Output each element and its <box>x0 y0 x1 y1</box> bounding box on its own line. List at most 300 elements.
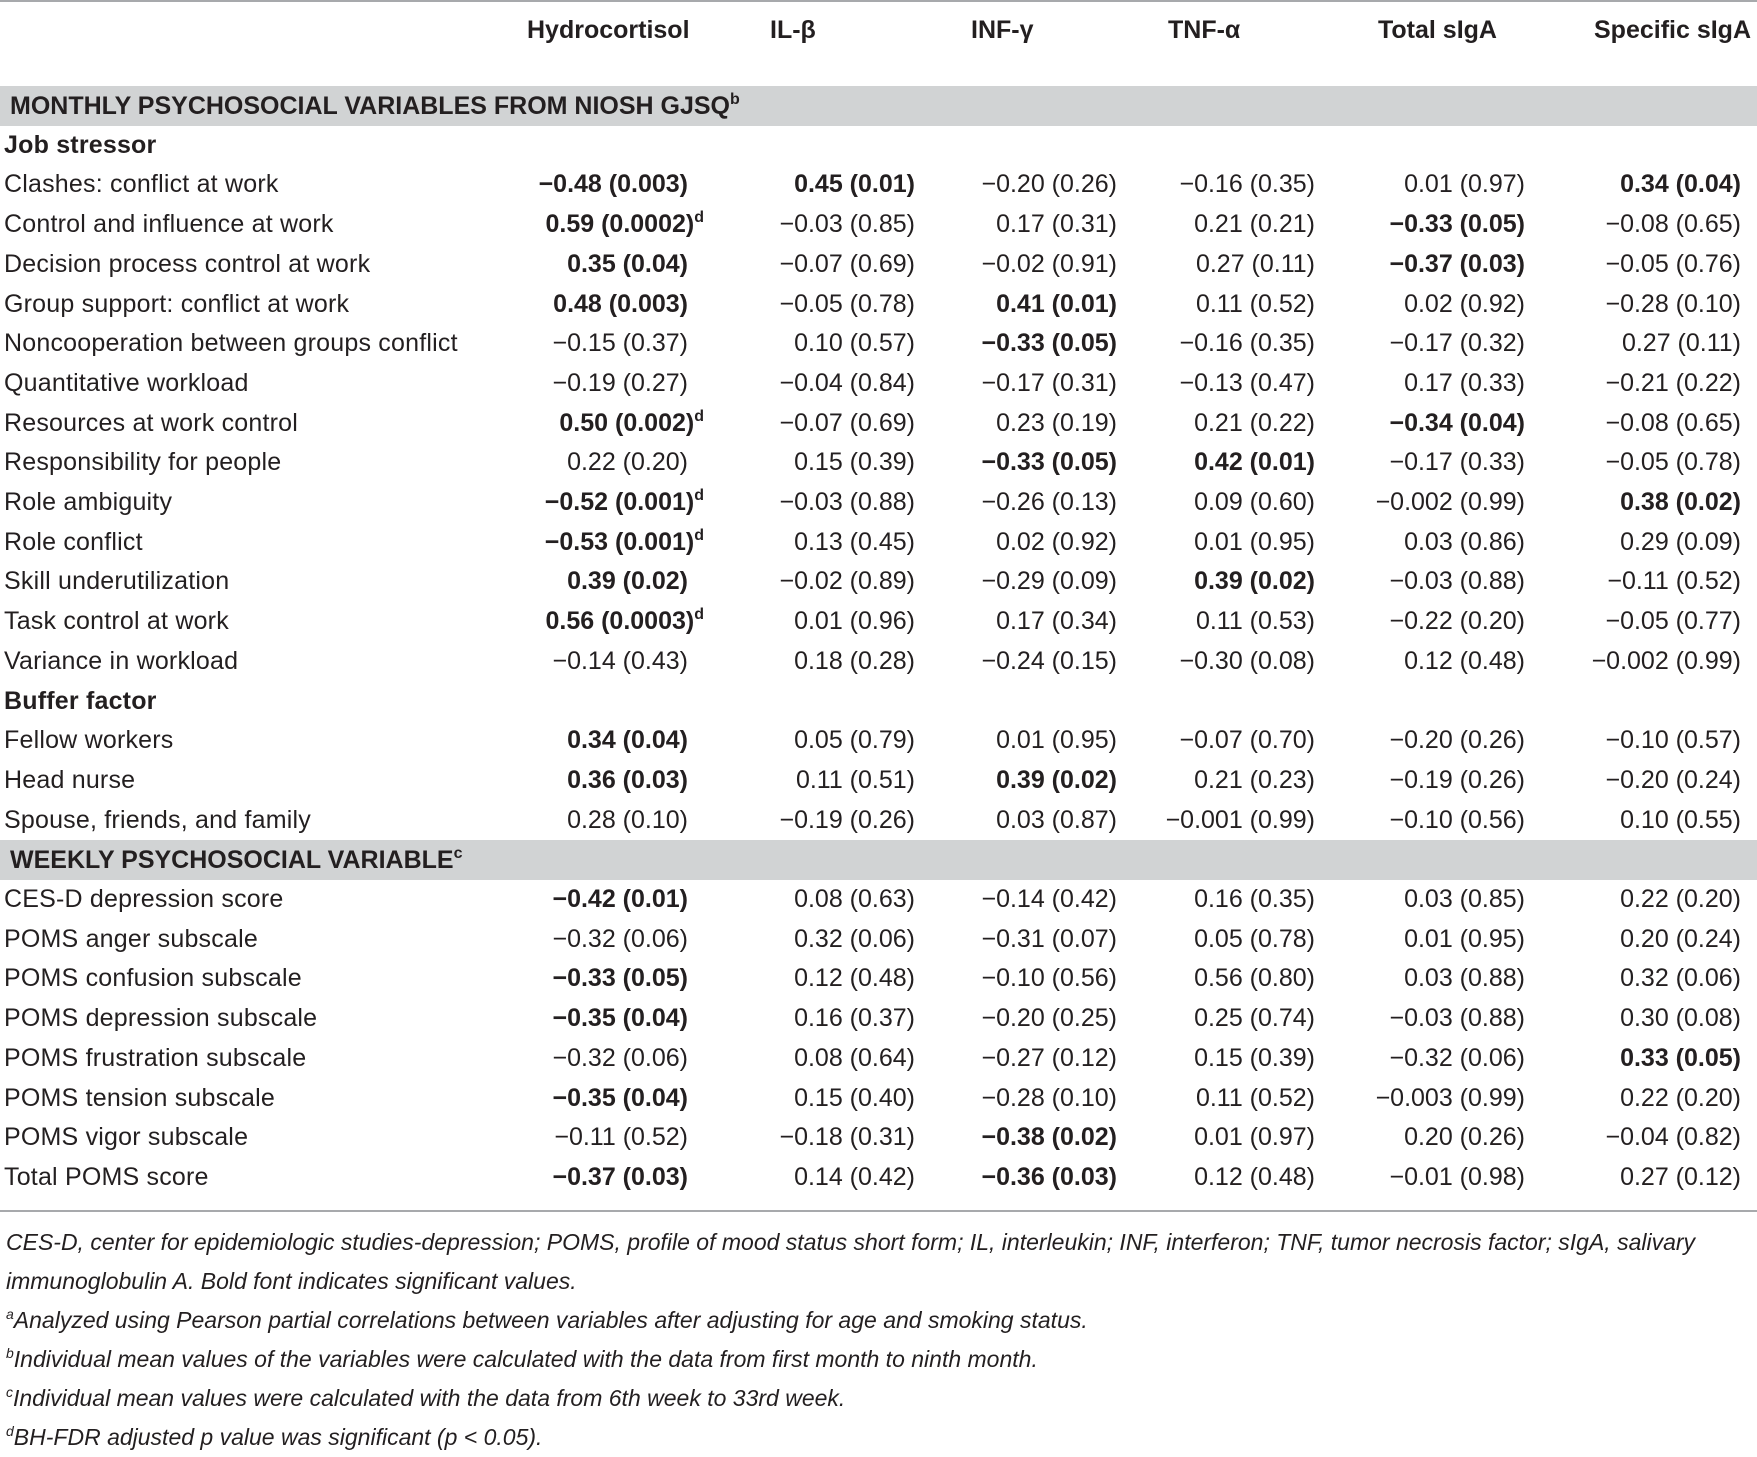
table-cell <box>546 607 705 636</box>
row-label: POMS frustration subscale <box>4 1043 307 1072</box>
table-row <box>0 1118 1757 1158</box>
cell-value: −0.07 (0.70) <box>1179 726 1315 755</box>
cell-value: 0.12 (0.48) <box>1194 1162 1315 1191</box>
table-cell <box>539 170 688 199</box>
table-row <box>0 165 1757 205</box>
table-cell <box>779 290 915 319</box>
table-cell <box>552 1004 688 1033</box>
table-cell <box>1194 409 1315 438</box>
cell-value: −0.04 (0.82) <box>1605 1123 1741 1152</box>
cell-value: −0.04 (0.84) <box>779 368 915 397</box>
cell-value: 0.12 (0.48) <box>794 964 915 993</box>
table-cell <box>996 607 1117 636</box>
cell-value: −0.05 (0.77) <box>1605 607 1741 636</box>
cell-value: 0.01 (0.96) <box>794 607 915 636</box>
table-cell <box>1194 210 1315 239</box>
table-cell <box>1376 488 1525 517</box>
cell-value: −0.18 (0.31) <box>779 1123 915 1152</box>
table-cell <box>1376 1084 1525 1113</box>
table-cell <box>546 210 705 239</box>
footnote-c <box>6 1379 1751 1418</box>
cell-value: −0.26 (0.13) <box>981 488 1117 516</box>
table-cell <box>779 567 915 596</box>
cell-value: 0.18 (0.28) <box>794 646 915 675</box>
table-cell <box>552 329 688 358</box>
footnote-b <box>6 1340 1751 1379</box>
cell-value: 0.15 (0.40) <box>794 1083 915 1112</box>
cell-value: −0.08 (0.65) <box>1605 408 1741 437</box>
cell-value: −0.13 (0.47) <box>1179 368 1315 397</box>
table-cell <box>779 250 915 279</box>
cell-value: 0.22 (0.20) <box>567 448 688 477</box>
table-cell <box>996 409 1117 438</box>
table-cell <box>779 210 915 239</box>
table-cell <box>1194 567 1315 596</box>
column-header-2: INF-γ <box>971 16 1034 44</box>
table-cell <box>552 1044 688 1073</box>
cell-value: 0.11 (0.52) <box>1195 1083 1315 1112</box>
table-cell <box>779 369 915 398</box>
table-cell <box>1194 1123 1315 1152</box>
cell-value: −0.001 (0.99) <box>1165 805 1315 834</box>
cell-value: −0.33 (0.05) <box>552 964 688 993</box>
cell-value: −0.48 (0.003) <box>538 170 688 199</box>
footnote-mark: c <box>6 1383 13 1400</box>
cell-value: −0.15 (0.37) <box>552 329 688 358</box>
table-cell <box>1404 170 1525 199</box>
cell-value: −0.03 (0.85) <box>779 210 915 239</box>
table-cell <box>779 806 915 835</box>
cell-value: 0.02 (0.92) <box>996 527 1117 556</box>
table-cell <box>1196 1084 1315 1113</box>
cell-value: 0.03 (0.86) <box>1404 527 1525 556</box>
table-cell <box>1179 329 1315 358</box>
table-cell <box>1194 1163 1315 1192</box>
table-cell <box>981 329 1117 358</box>
cell-value: 0.42 (0.01) <box>1194 448 1315 477</box>
footnote-text: BH-FDR adjusted p value was significant (p < 0.05). <box>13 1423 543 1450</box>
cell-value: −0.002 (0.99) <box>1591 646 1741 675</box>
cell-value: 0.33 (0.05) <box>1620 1043 1741 1072</box>
row-label: POMS depression subscale <box>4 1004 318 1033</box>
cell-value: 0.30 (0.08) <box>1620 1004 1741 1033</box>
table-row <box>0 642 1757 682</box>
cell-footnote-mark: d <box>694 407 704 425</box>
cell-value: 0.05 (0.78) <box>1194 924 1315 953</box>
cell-value: −0.19 (0.27) <box>552 368 688 397</box>
cell-value: −0.33 (0.05) <box>981 448 1117 477</box>
table-cell <box>545 488 704 517</box>
cell-value: −0.37 (0.03) <box>1389 249 1525 278</box>
table-row <box>0 364 1757 404</box>
cell-value: −0.10 (0.56) <box>981 964 1117 993</box>
cell-value: −0.21 (0.22) <box>1605 368 1741 397</box>
cell-value: −0.34 (0.04) <box>1389 408 1525 437</box>
cell-value: −0.14 (0.43) <box>552 646 688 675</box>
column-header-3: TNF-α <box>1168 16 1241 44</box>
table-cell <box>552 885 688 914</box>
cell-value: −0.30 (0.08) <box>1179 646 1315 675</box>
footnote-mark: d <box>6 1422 14 1439</box>
cell-value: −0.07 (0.69) <box>779 408 915 437</box>
table-cell <box>1605 369 1741 398</box>
cell-value: −0.36 (0.03) <box>981 1162 1117 1191</box>
table-cell <box>1620 170 1741 199</box>
table-cell <box>567 567 688 596</box>
table-row <box>0 880 1757 920</box>
row-label: CES-D depression score <box>4 885 284 913</box>
table-cell <box>1404 528 1525 557</box>
cell-value: −0.02 (0.91) <box>981 249 1117 278</box>
cell-value: −0.53 (0.001) <box>544 527 695 556</box>
cell-value: −0.20 (0.26) <box>1389 726 1525 755</box>
cell-value: −0.17 (0.33) <box>1389 448 1525 477</box>
table-cell <box>1605 1123 1741 1152</box>
cell-value: 0.16 (0.35) <box>1194 885 1315 913</box>
cell-value: 0.09 (0.60) <box>1194 488 1315 516</box>
column-header-1: IL-β <box>770 16 816 44</box>
table-cell <box>794 528 915 557</box>
cell-value: −0.20 (0.25) <box>981 1004 1117 1033</box>
table-row <box>0 999 1757 1039</box>
cell-value: −0.31 (0.07) <box>981 924 1117 953</box>
table-cell <box>1194 1044 1315 1073</box>
table-cell <box>981 448 1117 477</box>
table-cell <box>1607 567 1741 596</box>
cell-value: 0.13 (0.45) <box>794 527 915 556</box>
cell-value: −0.35 (0.04) <box>552 1004 688 1033</box>
table-cell <box>1179 369 1315 398</box>
table-row <box>0 245 1757 285</box>
cell-value: −0.33 (0.05) <box>1389 210 1525 239</box>
table-cell <box>552 925 688 954</box>
table-cell <box>794 925 915 954</box>
table-cell <box>996 806 1117 835</box>
row-label: POMS vigor subscale <box>4 1123 249 1152</box>
table-cell <box>981 964 1117 993</box>
cell-value: 0.27 (0.12) <box>1620 1162 1741 1191</box>
table-cell <box>1389 607 1525 636</box>
cell-value: −0.05 (0.78) <box>1605 448 1741 477</box>
table-cell <box>1389 1004 1525 1033</box>
cell-footnote-mark: d <box>694 487 704 504</box>
table-cell <box>796 766 915 795</box>
table-cell <box>1620 1084 1741 1113</box>
table-cell <box>1620 806 1741 835</box>
table-cell <box>567 766 688 795</box>
table-row <box>0 523 1757 563</box>
table-cell <box>1389 329 1525 358</box>
row-label: Responsibility for people <box>4 448 282 477</box>
row-label: POMS confusion subscale <box>4 964 302 993</box>
cell-value: 0.11 (0.53) <box>1195 607 1315 636</box>
table-cell <box>1194 766 1315 795</box>
cell-value: −0.29 (0.09) <box>981 567 1117 596</box>
cell-value: −0.16 (0.35) <box>1179 329 1315 358</box>
table-cell <box>996 726 1117 755</box>
row-label: Skill underutilization <box>4 567 230 596</box>
cell-value: −0.22 (0.20) <box>1389 607 1525 636</box>
table-cell <box>1389 250 1525 279</box>
table-cell <box>552 1163 688 1192</box>
cell-value: 0.01 (0.95) <box>996 726 1117 755</box>
table-cell <box>794 647 915 676</box>
cell-value: 0.45 (0.01) <box>794 170 915 199</box>
table-cell <box>1179 647 1315 676</box>
row-label: Quantitative workload <box>4 368 249 397</box>
table-cell <box>779 409 915 438</box>
cell-value: −0.11 (0.52) <box>554 1123 688 1152</box>
row-label: Group support: conflict at work <box>4 289 350 318</box>
table-cell <box>996 290 1117 319</box>
section-title <box>10 846 463 875</box>
cell-value: 0.01 (0.97) <box>1404 170 1525 199</box>
table-cell <box>981 1044 1117 1073</box>
table-cell <box>1404 1123 1525 1152</box>
footnote-text: Individual mean values of the variables were calculated with the data from first month to ninth month. <box>13 1345 1038 1372</box>
table-cell <box>794 448 915 477</box>
cell-value: −0.52 (0.001) <box>544 488 695 516</box>
cell-value: 0.22 (0.20) <box>1620 1083 1741 1112</box>
row-label: POMS anger subscale <box>4 924 258 953</box>
cell-value: −0.003 (0.99) <box>1375 1083 1525 1112</box>
cell-value: 0.39 (0.02) <box>996 765 1117 794</box>
cell-value: 0.01 (0.95) <box>1194 527 1315 556</box>
table-cell <box>981 369 1117 398</box>
table-cell <box>779 488 915 517</box>
table-cell <box>1605 250 1741 279</box>
table-cell <box>567 250 688 279</box>
table-cell <box>794 885 915 914</box>
cell-value: 0.15 (0.39) <box>794 448 915 477</box>
row-label: Head nurse <box>4 765 136 794</box>
table-cell <box>1194 448 1315 477</box>
column-header-0: Hydrocortisol <box>527 16 690 44</box>
footnote-d <box>6 1418 1751 1457</box>
table-cell <box>981 925 1117 954</box>
cell-value: −0.32 (0.06) <box>552 1043 688 1072</box>
cell-value: 0.17 (0.34) <box>996 607 1117 636</box>
cell-value: 0.29 (0.09) <box>1620 527 1741 556</box>
table-cell <box>996 210 1117 239</box>
table-cell <box>981 1163 1117 1192</box>
table-row <box>0 1039 1757 1079</box>
footnote-mark: b <box>6 1344 14 1361</box>
cell-value: 0.16 (0.37) <box>794 1004 915 1033</box>
row-label: Decision process control at work <box>4 249 371 278</box>
section-title <box>10 92 740 121</box>
table-cell <box>1196 250 1315 279</box>
cell-value: 0.08 (0.64) <box>794 1043 915 1072</box>
cell-value: −0.02 (0.89) <box>779 567 915 596</box>
cell-value: 0.32 (0.06) <box>794 924 915 953</box>
table-cell <box>794 170 915 199</box>
group-heading-row <box>0 126 1757 166</box>
cell-footnote-mark: d <box>694 209 704 227</box>
cell-value: 0.21 (0.22) <box>1194 408 1315 437</box>
table-cell <box>981 1004 1117 1033</box>
table-cell <box>794 1004 915 1033</box>
table-row <box>0 959 1757 999</box>
table-cell <box>981 1123 1117 1152</box>
table-cell <box>1620 964 1741 993</box>
table-cell <box>794 1163 915 1192</box>
table-cell <box>981 567 1117 596</box>
footnote-text: Individual mean values were calculated with the data from 6th week to 33rd week. <box>13 1384 846 1411</box>
cell-value: −0.20 (0.26) <box>981 170 1117 199</box>
table-cell <box>559 409 704 438</box>
table-cell <box>1605 409 1741 438</box>
table-row <box>0 562 1757 602</box>
section-title-text: MONTHLY PSYCHOSOCIAL VARIABLES FROM NIOSH GJSQ <box>10 92 730 120</box>
cell-value: 0.03 (0.87) <box>996 805 1117 834</box>
cell-value: 0.38 (0.02) <box>1620 488 1741 516</box>
row-label: Task control at work <box>4 607 229 636</box>
table-cell <box>1620 488 1741 517</box>
row-label: Role ambiguity <box>4 488 173 516</box>
bottom-rule <box>0 1210 1757 1212</box>
table-cell <box>1592 647 1741 676</box>
table-cell <box>1179 170 1315 199</box>
cell-value: −0.05 (0.76) <box>1605 249 1741 278</box>
cell-value: −0.27 (0.12) <box>981 1043 1117 1072</box>
table-cell <box>1179 726 1315 755</box>
cell-value: 0.56 (0.80) <box>1194 964 1315 993</box>
cell-value: 0.35 (0.04) <box>567 249 688 278</box>
table-row <box>0 404 1757 444</box>
group-heading: Job stressor <box>4 130 157 159</box>
section-title-text: WEEKLY PSYCHOSOCIAL VARIABLE <box>10 846 454 875</box>
cell-value: −0.38 (0.02) <box>981 1123 1117 1152</box>
table-cell <box>1605 766 1741 795</box>
cell-value: 0.03 (0.88) <box>1404 964 1525 993</box>
table-cell <box>1389 766 1525 795</box>
cell-value: −0.19 (0.26) <box>779 805 915 834</box>
section-header <box>0 86 1757 126</box>
cell-value: 0.01 (0.97) <box>1194 1123 1315 1152</box>
cell-value: 0.11 (0.51) <box>795 765 915 794</box>
table-cell <box>1620 528 1741 557</box>
table-cell <box>1389 806 1525 835</box>
table-cell <box>1605 726 1741 755</box>
cell-value: −0.19 (0.26) <box>1389 765 1525 794</box>
table-row <box>0 920 1757 960</box>
table-cell <box>1620 1044 1741 1073</box>
cell-value: −0.002 (0.99) <box>1375 488 1525 516</box>
table-cell <box>567 726 688 755</box>
table-cell <box>1389 409 1525 438</box>
table-cell <box>552 647 688 676</box>
cell-value: −0.17 (0.31) <box>981 368 1117 397</box>
cell-value: 0.03 (0.85) <box>1404 885 1525 913</box>
table-cell <box>1194 925 1315 954</box>
cell-value: −0.42 (0.01) <box>552 885 688 913</box>
cell-value: −0.28 (0.10) <box>981 1083 1117 1112</box>
footnote-mark: a <box>6 1305 14 1322</box>
cell-value: 0.27 (0.11) <box>1195 249 1315 278</box>
cell-value: 0.36 (0.03) <box>567 765 688 794</box>
table-cell <box>552 1084 688 1113</box>
table-cell <box>1605 448 1741 477</box>
table-cell <box>1622 329 1741 358</box>
table-cell <box>1194 1004 1315 1033</box>
table-cell <box>1404 290 1525 319</box>
column-header-5: Specific sIgA <box>1594 16 1751 44</box>
section-title-footnote-mark: c <box>453 845 463 863</box>
cell-value: 0.02 (0.92) <box>1404 289 1525 318</box>
table-cell <box>1404 925 1525 954</box>
cell-value: −0.07 (0.69) <box>779 249 915 278</box>
cell-value: 0.01 (0.95) <box>1404 924 1525 953</box>
cell-value: 0.39 (0.02) <box>1194 567 1315 596</box>
table-cell <box>794 964 915 993</box>
table-cell <box>1196 607 1315 636</box>
row-label: Clashes: conflict at work <box>4 170 279 199</box>
table-cell <box>552 369 688 398</box>
cell-value: −0.20 (0.24) <box>1605 765 1741 794</box>
table-row <box>0 801 1757 841</box>
cell-value: −0.37 (0.03) <box>552 1162 688 1191</box>
table-cell <box>567 448 688 477</box>
cell-value: 0.32 (0.06) <box>1620 964 1741 993</box>
row-label: Role conflict <box>4 527 143 556</box>
table-cell <box>1389 1163 1525 1192</box>
table-cell <box>1620 925 1741 954</box>
cell-footnote-mark: d <box>694 526 704 544</box>
table-cell <box>1194 488 1315 517</box>
cell-value: −0.24 (0.15) <box>981 646 1117 675</box>
table-cell <box>794 1044 915 1073</box>
table-row <box>0 324 1757 364</box>
section-title-footnote-mark: b <box>730 91 740 108</box>
table-cell <box>981 885 1117 914</box>
footnote-abbreviations: CES-D, center for epidemiologic studies-depression; POMS, profile of mood status short form; IL, interleukin; INF, interferon; TNF, tumor necrosis factor; sIgA, salivary immunoglobulin A. Bold font indicates significant values. <box>6 1228 1696 1294</box>
table-cell <box>1620 1163 1741 1192</box>
cell-value: −0.05 (0.78) <box>779 289 915 318</box>
table-cell <box>1196 290 1315 319</box>
cell-value: 0.12 (0.48) <box>1404 646 1525 675</box>
cell-value: 0.17 (0.33) <box>1404 368 1525 397</box>
table-cell <box>996 528 1117 557</box>
table-cell <box>996 766 1117 795</box>
column-header-4: Total sIgA <box>1378 16 1497 44</box>
table-cell <box>1166 806 1315 835</box>
cell-value: 0.59 (0.0002) <box>545 210 695 239</box>
cell-value: 0.56 (0.0003) <box>545 607 695 636</box>
cell-value: 0.22 (0.20) <box>1620 885 1741 913</box>
row-label: Fellow workers <box>4 726 174 755</box>
cell-value: −0.10 (0.56) <box>1389 805 1525 834</box>
cell-value: 0.34 (0.04) <box>1620 170 1741 199</box>
row-label: Total POMS score <box>4 1162 209 1191</box>
cell-value: −0.11 (0.52) <box>1607 567 1741 596</box>
table-cell <box>794 726 915 755</box>
table-cell <box>794 607 915 636</box>
table-cell <box>1605 290 1741 319</box>
table-cell <box>779 1123 915 1152</box>
table-row <box>0 285 1757 325</box>
table-cell <box>552 964 688 993</box>
table-cell <box>1620 885 1741 914</box>
table-cell <box>553 290 688 319</box>
table-cell <box>981 1084 1117 1113</box>
row-label: Spouse, friends, and family <box>4 805 311 834</box>
table-cell <box>1620 1004 1741 1033</box>
row-label: POMS tension subscale <box>4 1083 275 1112</box>
cell-value: 0.14 (0.42) <box>794 1162 915 1191</box>
table-cell <box>1605 210 1741 239</box>
cell-value: 0.05 (0.79) <box>794 726 915 755</box>
